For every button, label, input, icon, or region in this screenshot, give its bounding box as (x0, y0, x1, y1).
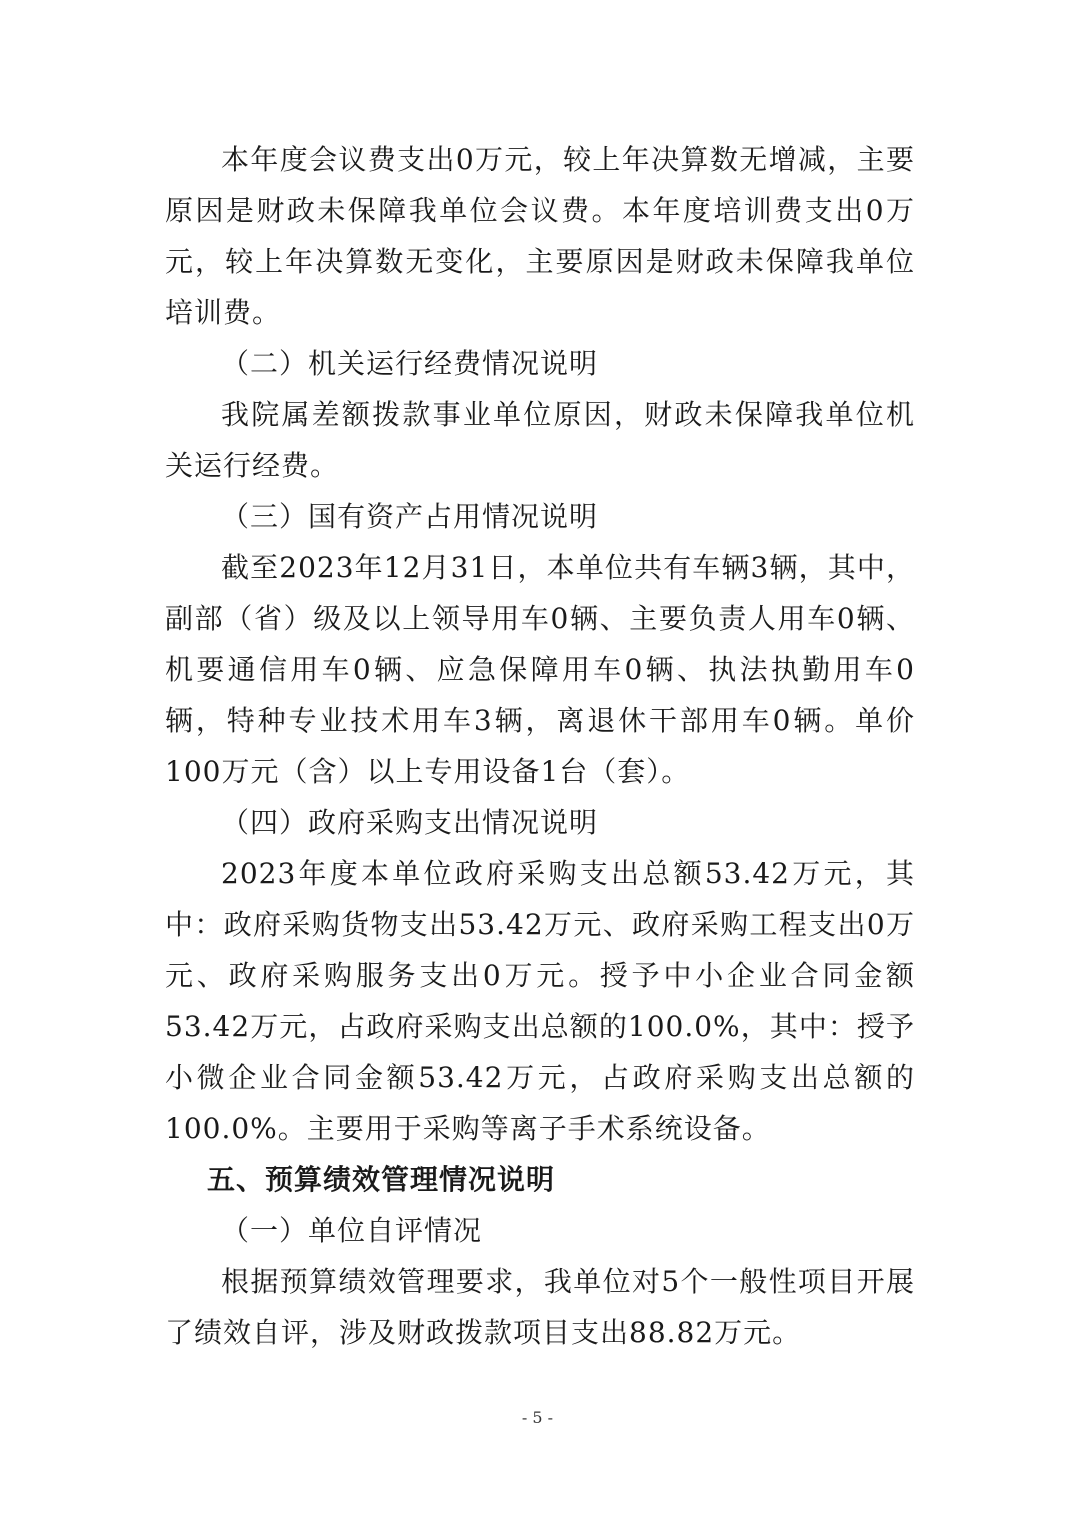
heading-state-assets: （三）国有资产占用情况说明 (221, 500, 599, 533)
page-number: - 5 - (521, 1408, 554, 1427)
document-body (165, 134, 915, 1358)
heading-government-procurement: （四）政府采购支出情况说明 (221, 806, 599, 839)
heading-performance-management: 五、预算绩效管理情况说明 (207, 1163, 556, 1196)
paragraph-self-evaluation: 根据预算绩效管理要求，我单位对5个一般性项目开展了绩效自评，涉及财政拨款项目支出88.82万元。 (165, 1265, 915, 1349)
paragraph-state-assets: 截至2023年12月31日，本单位共有车辆3辆，其中，副部（省）级及以上领导用车0辆、主要负责人用车0辆、机要通信用车0辆、应急保障用车0辆、执法执勤用车0辆，特种专业技术用车3辆，离退休干部用车0辆。单价100万元（含）以上专用设备1台（套）。 (165, 551, 915, 788)
paragraph-operating-expenses: 我院属差额拨款事业单位原因，财政未保障我单位机关运行经费。 (165, 398, 915, 482)
heading-self-evaluation: （一）单位自评情况 (221, 1214, 483, 1247)
paragraph-meeting-training-fees: 本年度会议费支出0万元，较上年决算数无增减，主要原因是财政未保障我单位会议费。本年度培训费支出0万元，较上年决算数无变化，主要原因是财政未保障我单位培训费。 (165, 143, 915, 329)
heading-operating-expenses: （二）机关运行经费情况说明 (221, 347, 599, 380)
paragraph-government-procurement: 2023年度本单位政府采购支出总额53.42万元，其中：政府采购货物支出53.42万元、政府采购工程支出0万元、政府采购服务支出0万元。授予中小企业合同金额53.42万元，占政府采购支出总额的100.0%，其中：授予小微企业合同金额53.42万元，占政府采购支出总额的100.0%。主要用于采购等离子手术系统设备。 (165, 857, 915, 1145)
